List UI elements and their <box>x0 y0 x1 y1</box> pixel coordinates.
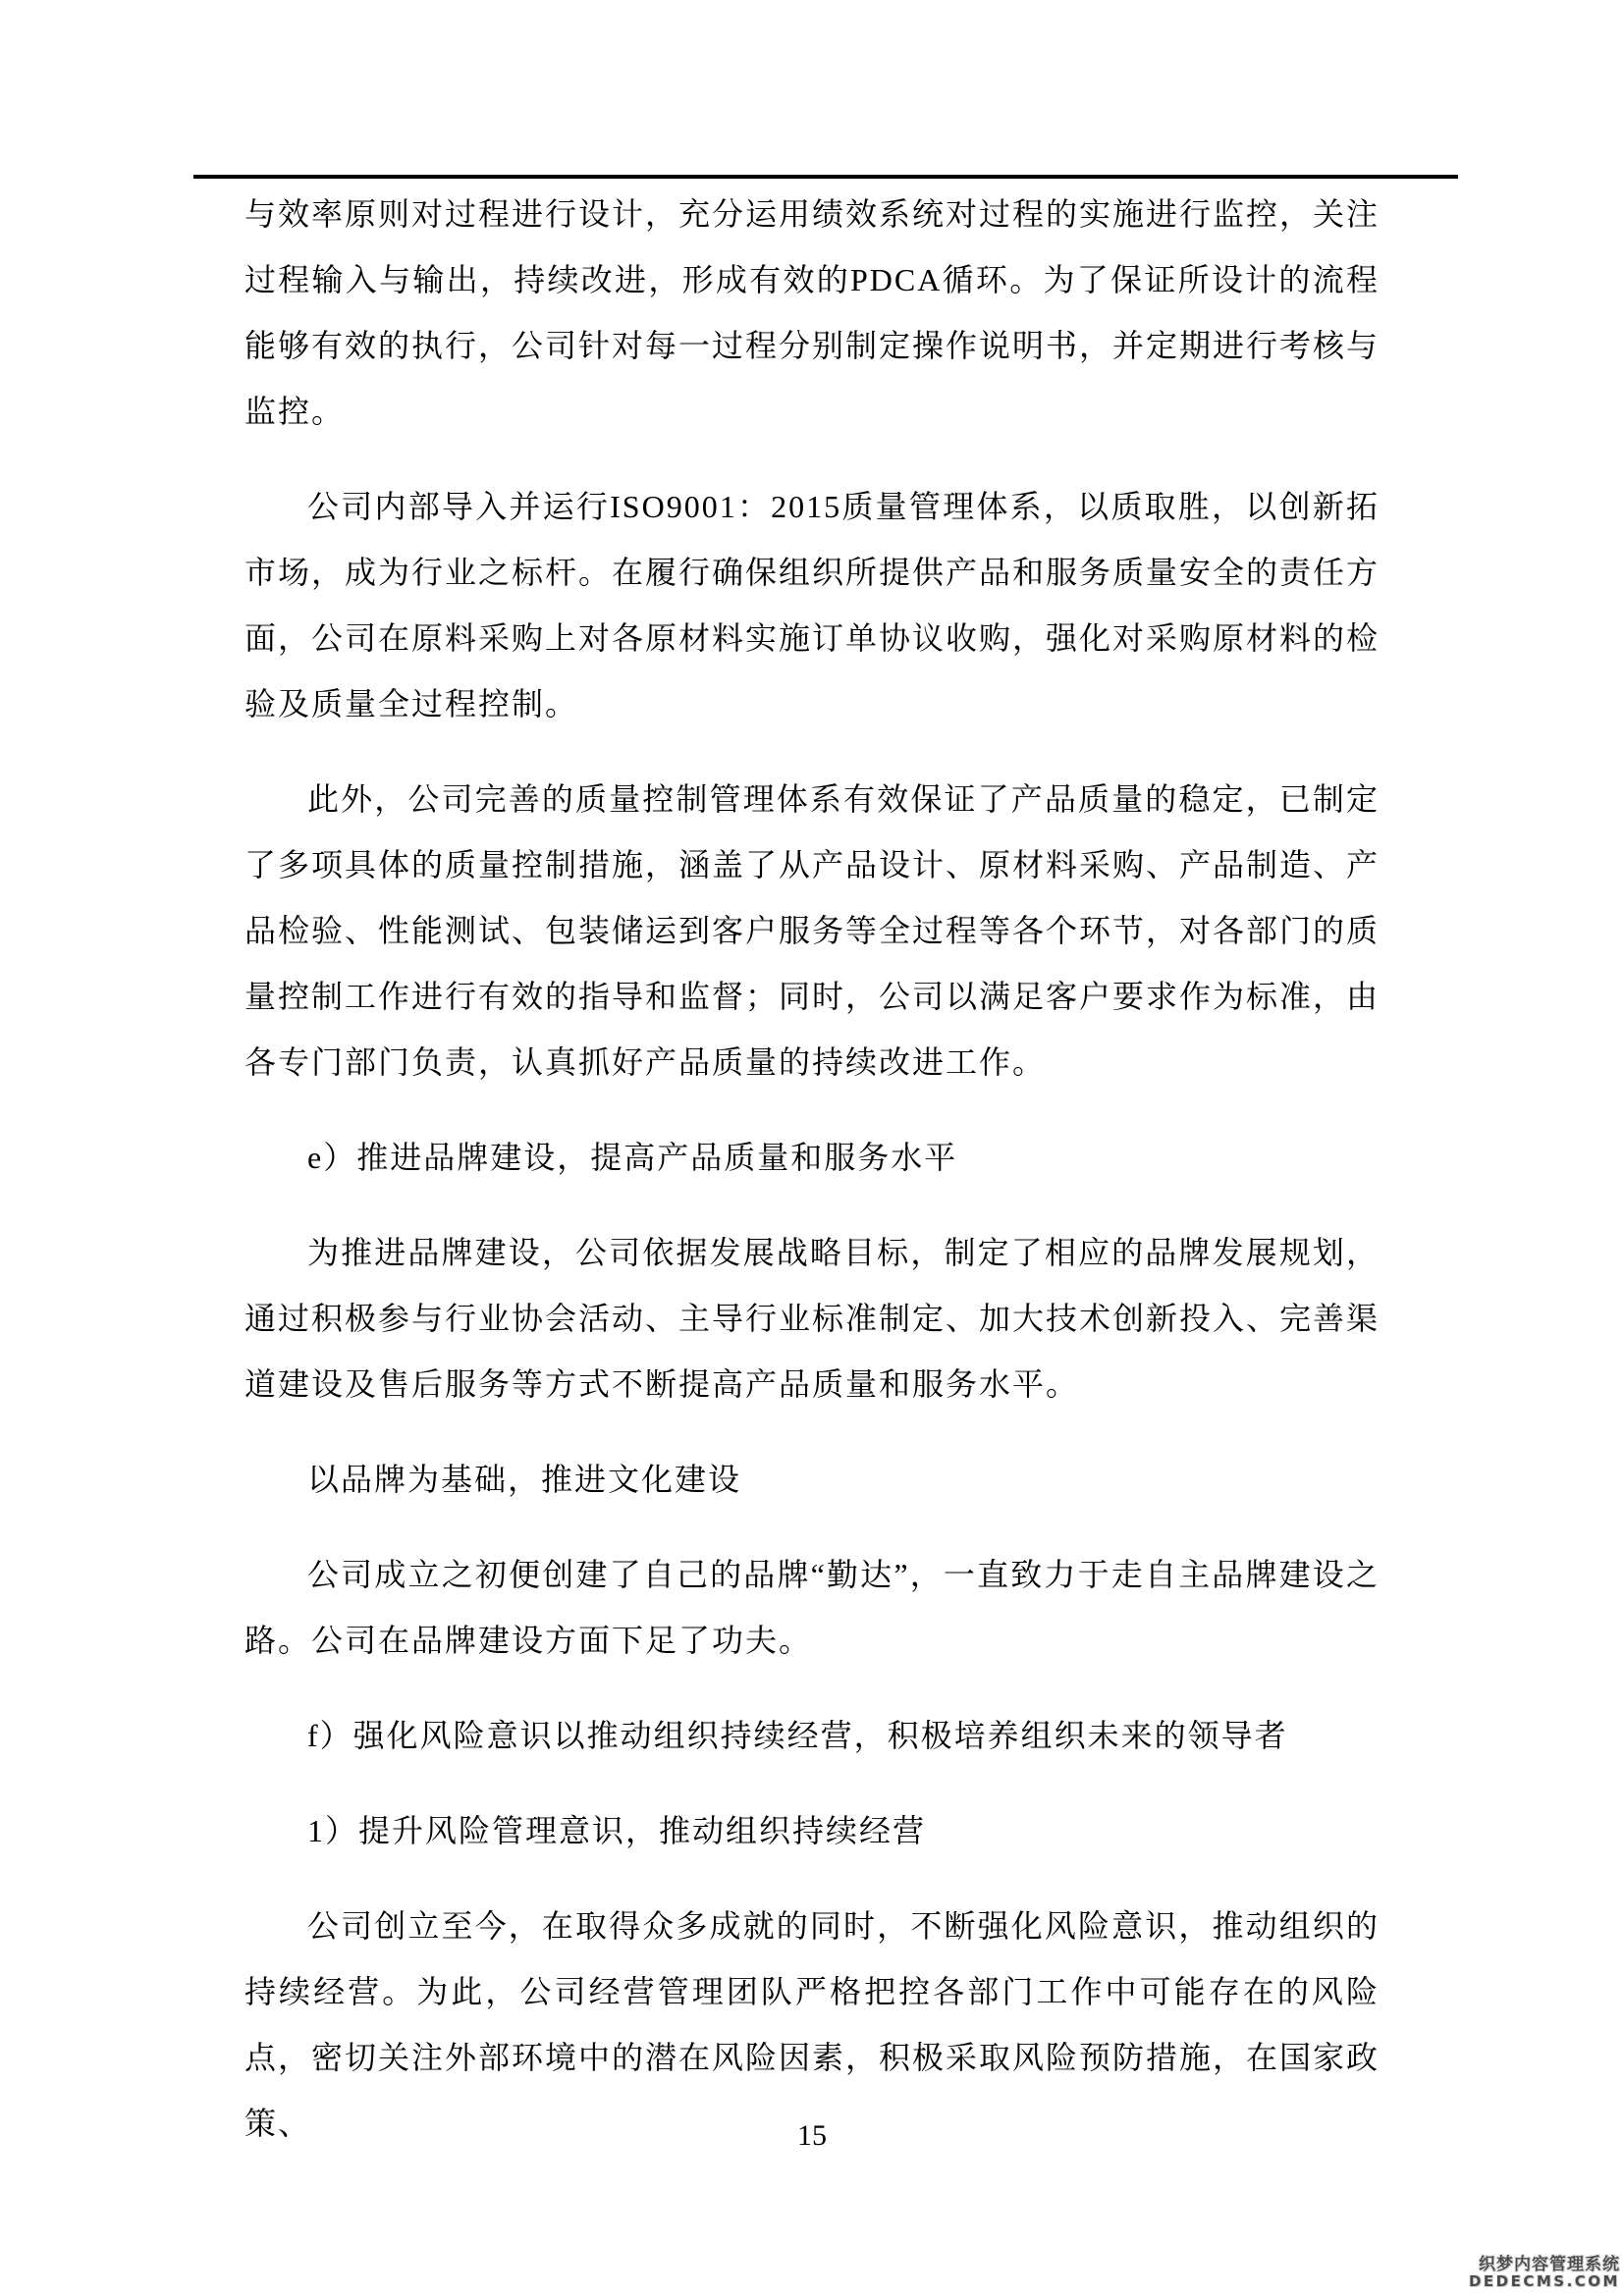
watermark-line1: 织梦内容管理系统 <box>1479 2255 1620 2274</box>
paragraph: 公司成立之初便创建了自己的品牌“勤达”，一直致力于走自主品牌建设之路。公司在品牌建设方面下足了功夫。 <box>244 1557 1380 1658</box>
watermark-line2: DEDECMS.COM <box>1468 2272 1620 2290</box>
body-text <box>244 182 1380 2186</box>
paragraph: 与效率原则对过程进行设计，充分运用绩效系统对过程的实施进行监控，关注过程输入与输出，持续改进，形成有效的PDCA循环。为了保证所设计的流程能够有效的执行，公司针对每一过程分别制定操作说明书，并定期进行考核与监控。 <box>244 196 1380 429</box>
paragraph: 为推进品牌建设，公司依据发展战略目标，制定了相应的品牌发展规划，通过积极参与行业协会活动、主导行业标准制定、加大技术创新投入、完善渠道建设及售后服务等方式不断提高产品质量和服务水平。 <box>244 1235 1380 1402</box>
paragraph: 公司创立至今，在取得众多成就的同时，不断强化风险意识，推动组织的持续经营。为此，公司经营管理团队严格把控各部门工作中可能存在的风险点，密切关注外部环境中的潜在风险因素，积极采取风险预防措施，在国家政策、 <box>244 1908 1380 2141</box>
page-number: 15 <box>797 2119 827 2152</box>
paragraph: f）强化风险意识以推动组织持续经营，积极培养组织未来的领导者 <box>307 1718 1288 1753</box>
header-rule <box>193 175 1458 179</box>
watermark <box>1469 2256 1620 2290</box>
paragraph: 此外，公司完善的质量控制管理体系有效保证了产品质量的稳定，已制定了多项具体的质量控制措施，涵盖了从产品设计、原材料采购、产品制造、产品检验、性能测试、包装储运到客户服务等全过程等各个环节，对各部门的质量控制工作进行有效的指导和监督；同时，公司以满足客户要求作为标准，由各专门部门负责，认真抓好产品质量的持续改进工作。 <box>244 781 1380 1080</box>
paragraph: e）推进品牌建设，提高产品质量和服务水平 <box>307 1140 958 1175</box>
paragraph: 公司内部导入并运行ISO9001：2015质量管理体系，以质取胜，以创新拓市场，成为行业之标杆。在履行确保组织所提供产品和服务质量安全的责任方面，公司在原料采购上对各原材料实施订单协议收购，强化对采购原材料的检验及质量全过程控制。 <box>244 489 1380 721</box>
paragraph: 1）提升风险管理意识，推动组织持续经营 <box>307 1813 927 1848</box>
paragraph: 以品牌为基础，推进文化建设 <box>307 1462 742 1497</box>
